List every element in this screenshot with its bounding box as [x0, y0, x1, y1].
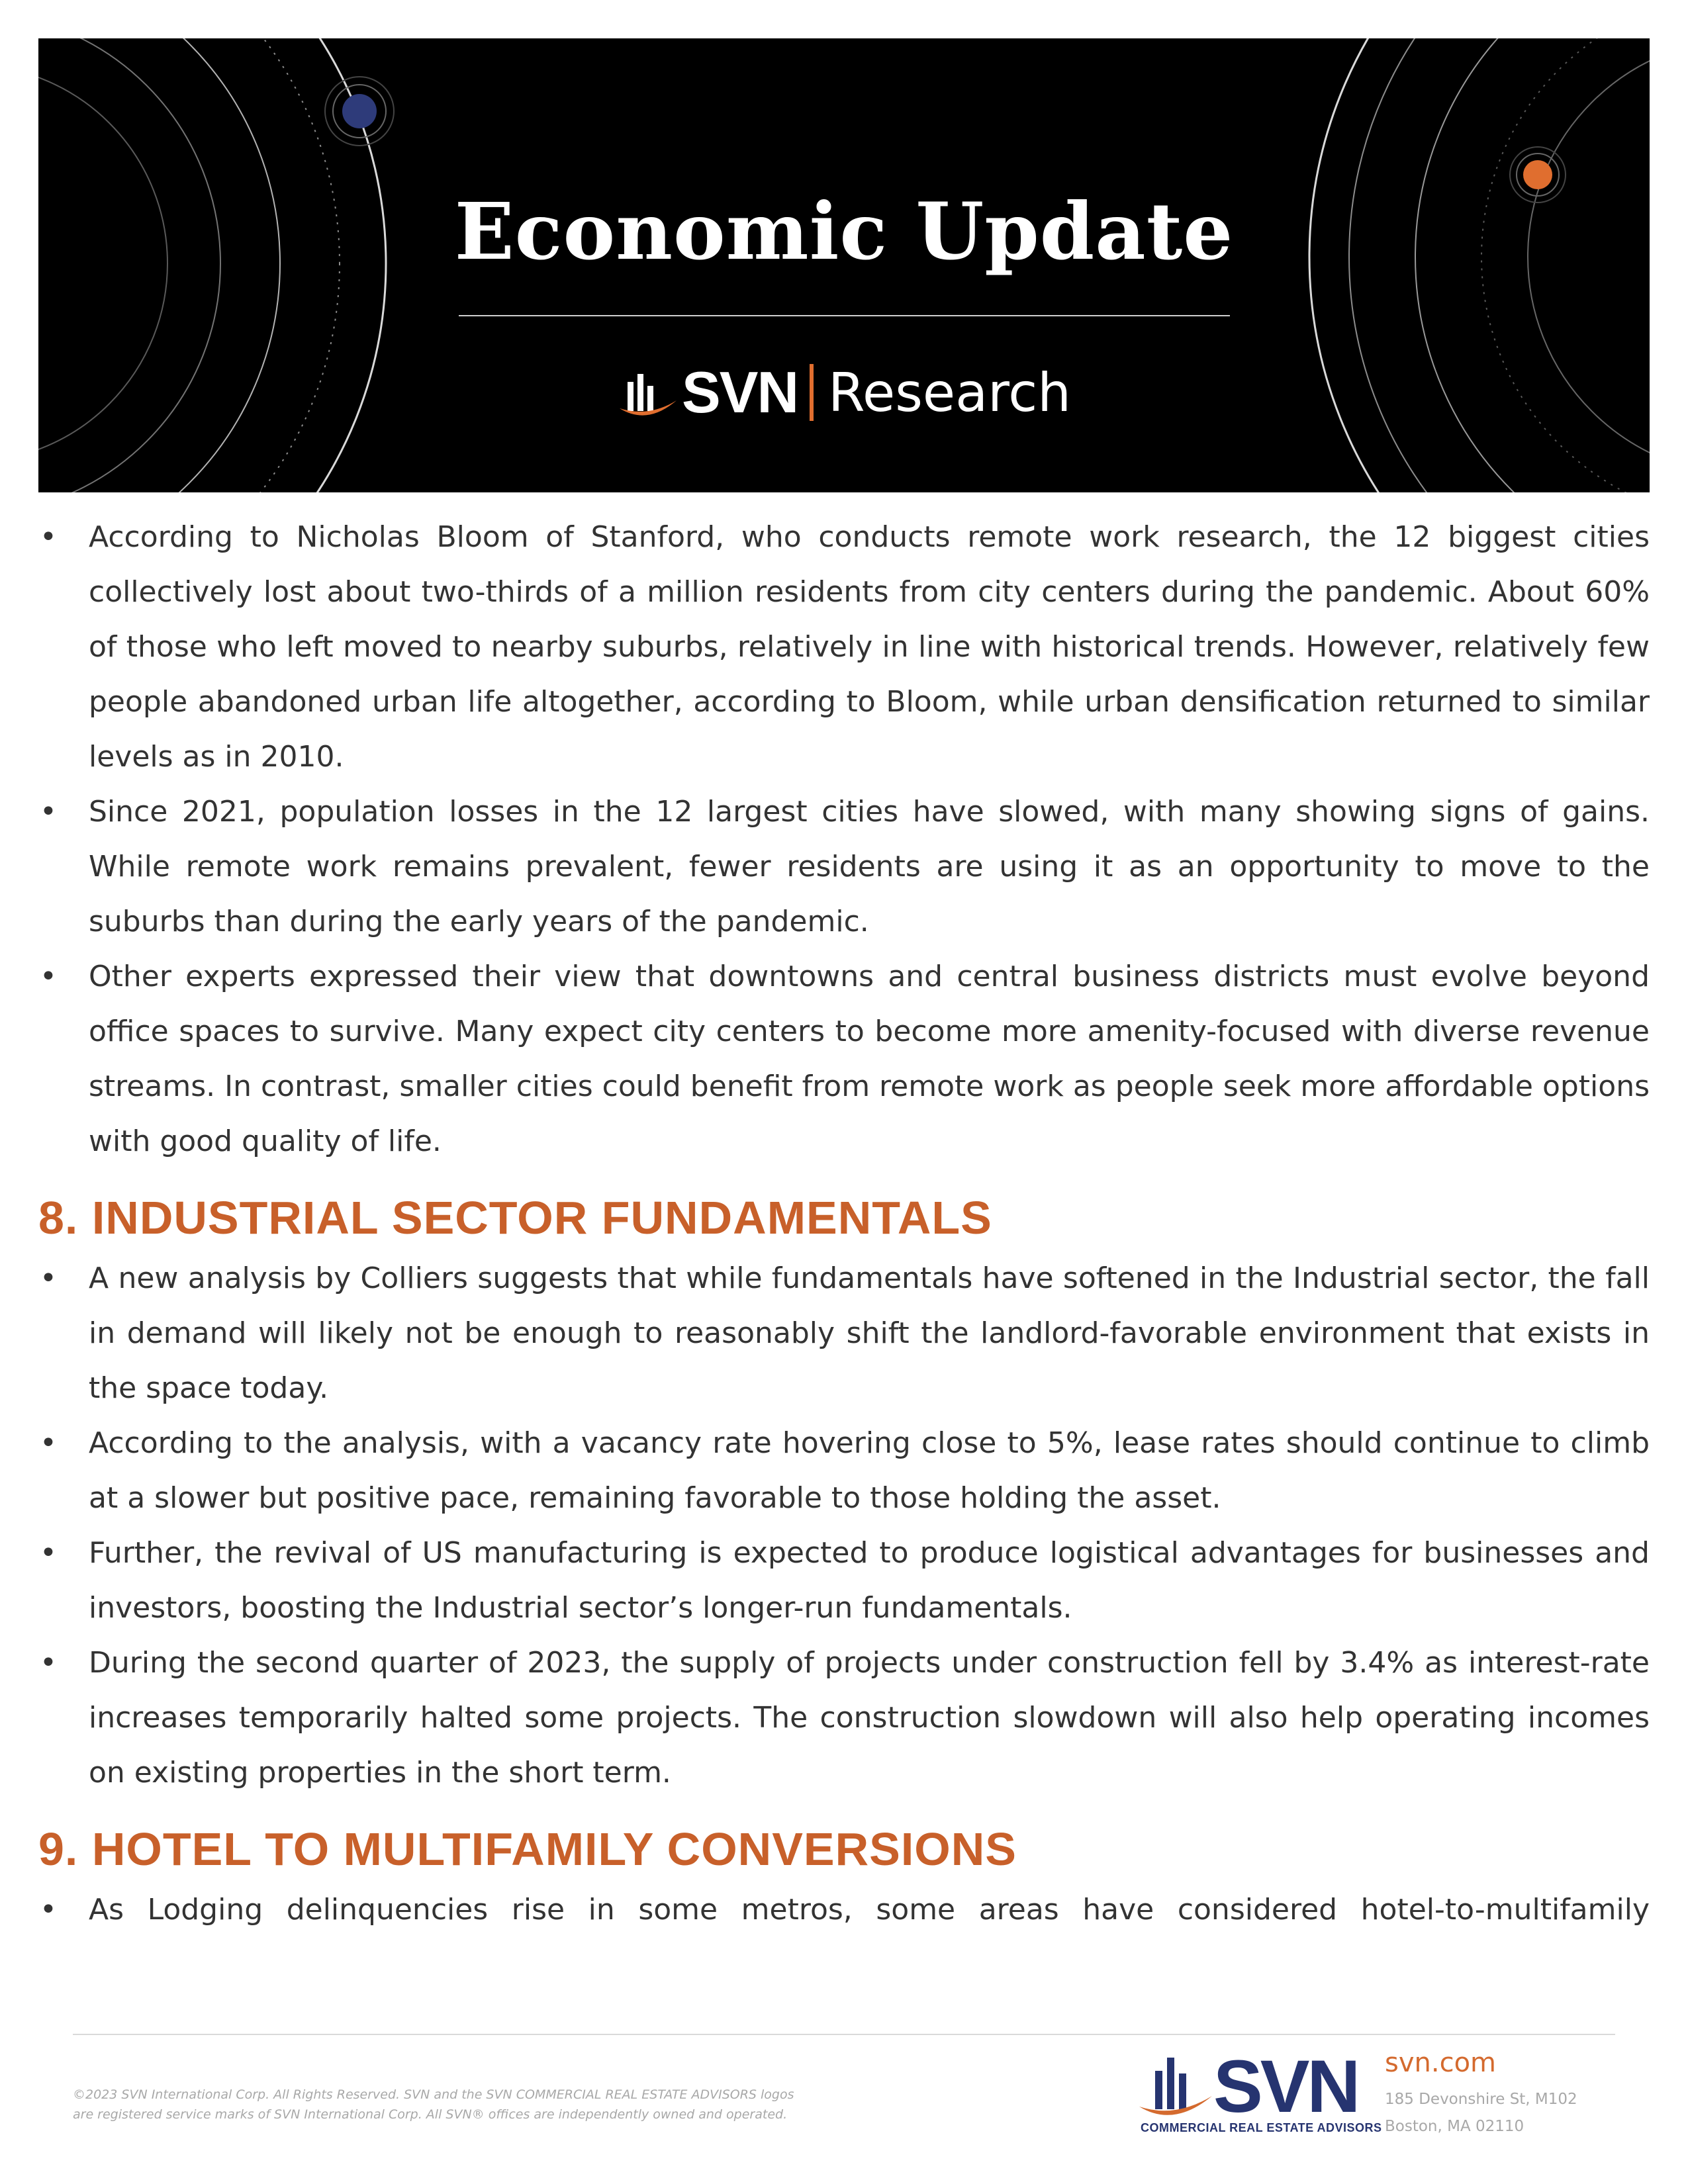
- intro-bullet-list: [38, 510, 1650, 1169]
- section-heading-hotel: 9. HOTEL TO MULTIFAMILY CONVERSIONS: [38, 1823, 1017, 1875]
- planet-dot-navy: [325, 77, 394, 146]
- svn-logo-icon: [1135, 2051, 1215, 2124]
- list-item: [38, 510, 1650, 784]
- bullet-text: As Lodging delinquencies rise in some metros, some areas have considered hotel-to-multifamily: [89, 1893, 1650, 1927]
- bullet-icon: •: [40, 1261, 57, 1295]
- bullet-text: Other experts expressed their view that downtowns and central business districts must evolve beyond office spaces to survive. Many expect city centers to become more amenity-focused with diverse revenue streams. In contrast, smaller cities could benefit from remote work as people seek more affordable options with good quality of life.: [89, 960, 1650, 1158]
- bullet-text: During the second quarter of 2023, the supply of projects under construction fell by 3.4% as interest-rate increases temporarily halted some projects. The construction slowdown will also help operating incomes on existing properties in the short term.: [89, 1646, 1650, 1790]
- bullet-text: According to the analysis, with a vacancy rate hovering close to 5%, lease rates should continue to climb at a slower but positive pace, remaining favorable to those holding the asset.: [89, 1426, 1650, 1515]
- footer-legal: [73, 2085, 933, 2124]
- footer-divider: [73, 2034, 1615, 2035]
- bullet-text: Further, the revival of US manufacturing is expected to produce logistical advantages for businesses and investors, boosting the Industrial sector’s longer-run fundamentals.: [89, 1536, 1650, 1625]
- bullet-icon: •: [40, 1536, 57, 1570]
- bullet-icon: •: [40, 960, 57, 993]
- address-line: Boston, MA 02110: [1385, 2118, 1524, 2135]
- list-item: [38, 949, 1650, 1169]
- brand-name: SVN: [682, 359, 798, 425]
- bullet-icon: •: [40, 1426, 57, 1460]
- page-title: Economic Update: [454, 185, 1234, 277]
- brand-subtitle: Research: [828, 361, 1071, 424]
- list-item: [38, 1525, 1650, 1635]
- bullet-text: A new analysis by Colliers suggests that while fundamentals have softened in the Industrial sector, the fall in demand will likely not be enough to reasonably shift the landlord-favorable environment that exists in the space today.: [89, 1261, 1650, 1405]
- bullet-icon: •: [40, 1646, 57, 1680]
- title-divider: [459, 315, 1230, 316]
- svn-logo-icon: [617, 362, 678, 423]
- list-item: [38, 1416, 1650, 1525]
- hotel-bullet-list: [38, 1882, 1650, 1937]
- brand-separator: [810, 364, 814, 421]
- list-item: [38, 1882, 1650, 1937]
- bullet-icon: •: [40, 1893, 57, 1927]
- footer-address: [1385, 2086, 1577, 2140]
- bullet-icon: •: [40, 795, 57, 829]
- legal-line: ©2023 SVN International Corp. All Rights Reserved. SVN and the SVN COMMERCIAL REAL ESTATE ADVISORS logos: [73, 2087, 794, 2102]
- legal-line: are registered service marks of SVN International Corp. All SVN® offices are independently owned and operated.: [73, 2107, 788, 2122]
- list-item: [38, 1251, 1650, 1416]
- address-line: 185 Devonshire St, M102: [1385, 2091, 1577, 2108]
- bullet-text: Since 2021, population losses in the 12 largest cities have slowed, with many showing signs of gains. While remote work remains prevalent, fewer residents are using it as an opportunity to move to the suburbs than during the early years of the pandemic.: [89, 795, 1650, 938]
- website-link[interactable]: svn.com: [1385, 2048, 1497, 2078]
- list-item: [38, 1635, 1650, 1800]
- bullet-icon: •: [40, 520, 57, 554]
- header-banner: [38, 38, 1650, 492]
- footer-logo: [1135, 2045, 1382, 2141]
- list-item: [38, 784, 1650, 949]
- brand-lockup: [38, 356, 1650, 429]
- section-heading-industrial: 8. INDUSTRIAL SECTOR FUNDAMENTALS: [38, 1192, 992, 1244]
- footer-logo-name: SVN: [1213, 2045, 1358, 2128]
- industrial-bullet-list: [38, 1251, 1650, 1800]
- article-body: [38, 510, 1650, 1937]
- bullet-text: According to Nicholas Bloom of Stanford, who conducts remote work research, the 12 biggest cities collectively lost about two-thirds of a million residents from city centers during the pandemic. About 60% of those who left moved to nearby suburbs, relatively in line with historical trends. However, relatively few people abandoned urban life altogether, according to Bloom, while urban densification returned to similar levels as in 2010.: [89, 520, 1650, 774]
- footer-logo-tagline: COMMERCIAL REAL ESTATE ADVISORS: [1141, 2121, 1382, 2134]
